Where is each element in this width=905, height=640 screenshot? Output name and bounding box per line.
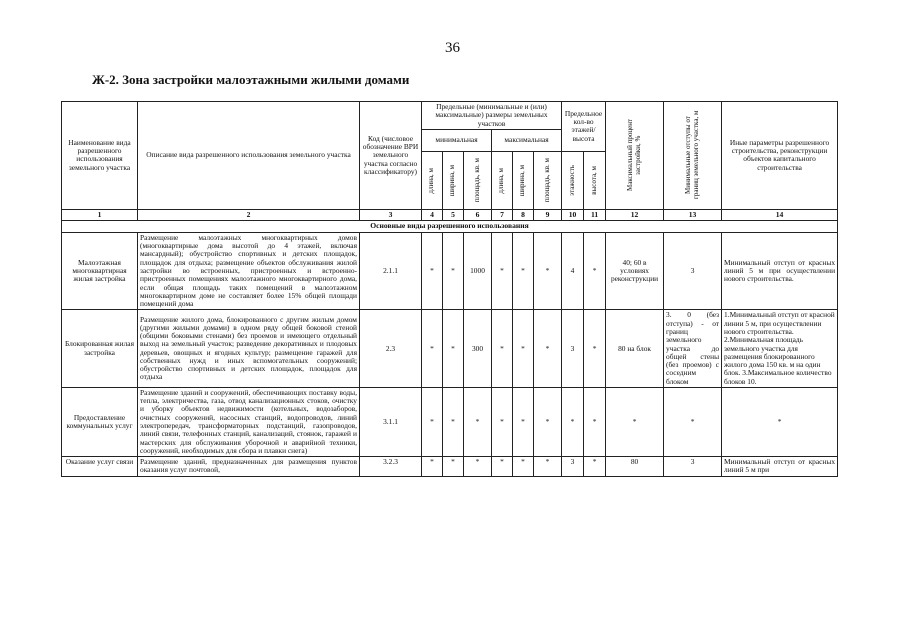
group-title: Основные виды разрешенного использования	[62, 221, 838, 233]
table-row	[62, 310, 838, 388]
header-min-setback: Минимальные отступы от границ земельного участка, м	[664, 102, 722, 210]
floors: 4	[562, 232, 584, 310]
header-plot-limits: Предельные (минимальные и (или) максимальные) размеры земельных участков	[422, 102, 562, 130]
header-description: Описание вида разрешенного использования земельного участка	[138, 102, 360, 210]
header-height: высота, м	[584, 151, 606, 209]
max-length: *	[492, 310, 513, 388]
use-code: 3.1.1	[360, 387, 422, 456]
page-number: 36	[445, 40, 460, 56]
column-number: 12	[606, 209, 664, 221]
column-number: 10	[562, 209, 584, 221]
height: *	[584, 232, 606, 310]
max-coverage: 80	[606, 457, 664, 477]
max-length: *	[492, 232, 513, 310]
max-coverage: *	[606, 387, 664, 456]
zone-regulations-table	[61, 101, 838, 477]
max-width: *	[513, 457, 534, 477]
column-number: 1	[62, 209, 138, 221]
max-length: *	[492, 457, 513, 477]
use-description: Размещение зданий, предназначенных для размещения пунктов оказания услуг почтовой,	[138, 457, 360, 477]
column-number: 8	[513, 209, 534, 221]
use-code: 3.2.3	[360, 457, 422, 477]
min-length: *	[422, 387, 443, 456]
height: *	[584, 387, 606, 456]
column-number: 7	[492, 209, 513, 221]
floors: 3	[562, 310, 584, 388]
column-number: 13	[664, 209, 722, 221]
min-length: *	[422, 457, 443, 477]
column-number: 11	[584, 209, 606, 221]
floors: *	[562, 387, 584, 456]
header-code: Код (числовое обозначение ВРИ земельного участка согласно классификатору)	[360, 102, 422, 210]
table-row	[62, 387, 838, 456]
max-length: *	[492, 387, 513, 456]
column-number: 5	[443, 209, 464, 221]
use-code: 2.3	[360, 310, 422, 388]
header-min-area: площадь, кв. м	[464, 151, 492, 209]
header-min-width: ширина, м	[443, 151, 464, 209]
max-area: *	[534, 387, 562, 456]
use-description: Размещение малоэтажных многоквартирных домов (многоквартирные дома высотой до 4 этажей, включая мансардный); обустройство спортивных и детских площадок, площадок для отдыха; размещение объектов обслуживания жилой застройки во встроенных, пристроенных и встроенно-пристроенных помещениях малоэтажного многоквартирного дома, если общая площадь таких помещений в малоэтажном многоквартирном доме не составляет более 15% общей площади помещений дома	[138, 232, 360, 310]
header-min-group: минимальная	[422, 129, 492, 151]
other-params: Минимальный отступ от красных линий 5 м при осуществлении нового строительства.	[722, 232, 838, 310]
min-width: *	[443, 457, 464, 477]
max-coverage: 80 на блок	[606, 310, 664, 388]
column-number: 3	[360, 209, 422, 221]
use-name: Блокированная жилая застройка	[62, 310, 138, 388]
header-name: Наименование вида разрешенного использования земельного участка	[62, 102, 138, 210]
max-width: *	[513, 387, 534, 456]
other-params: Минимальный отступ от красных линий 5 м при	[722, 457, 838, 477]
header-max-length: длина, м	[492, 151, 513, 209]
min-area: *	[464, 457, 492, 477]
height: *	[584, 310, 606, 388]
header-max-area: площадь, кв. м	[534, 151, 562, 209]
max-width: *	[513, 232, 534, 310]
header-min-length: длина, м	[422, 151, 443, 209]
use-name: Предоставление коммунальных услуг	[62, 387, 138, 456]
column-number-row	[62, 209, 838, 221]
min-area: 300	[464, 310, 492, 388]
max-area: *	[534, 310, 562, 388]
floors: 3	[562, 457, 584, 477]
column-number: 9	[534, 209, 562, 221]
header-max-group: максимальная	[492, 129, 562, 151]
min-setback: 3. 0 (без отступа) - от границ земельного участка до общей стены (без проемов) с соседним блоком	[664, 310, 722, 388]
use-description: Размещение зданий и сооружений, обеспечивающих поставку воды, тепла, электричества, газа, отвод канализационных стоков, очистку и уборку объектов недвижимости (котельных, водозаборов, очистных сооружений, насосных станций, водопроводов, линий электропередач, трансформаторных подстанций, газопроводов, линий связи, телефонных станций, канализаций, стоянок, гаражей и мастерских для обслуживания уборочной и аварийной техники, сооружений, необходимых для сбора и плавки снега)	[138, 387, 360, 456]
min-area: 1000	[464, 232, 492, 310]
max-coverage: 40; 60 в условиях реконструкции	[606, 232, 664, 310]
min-width: *	[443, 387, 464, 456]
header-max-width: ширина, м	[513, 151, 534, 209]
use-name: Оказание услуг связи	[62, 457, 138, 477]
min-width: *	[443, 232, 464, 310]
other-params: *	[722, 387, 838, 456]
header-floors-height: Предельное кол-во этажей/ высота	[562, 102, 606, 152]
column-number: 14	[722, 209, 838, 221]
other-params: 1.Минимальный отступ от красной линии 5 м, при осуществлении нового строительства. 2.Минимальная площадь земельного участка для размещения блокированного жилого дома 150 кв. м на один блок. 3.Максимальное количество блоков 10.	[722, 310, 838, 388]
use-name: Малоэтажная многоквартирная жилая застройка	[62, 232, 138, 310]
header-max-coverage: Максимальный процент застройки, %	[606, 102, 664, 210]
column-number: 2	[138, 209, 360, 221]
max-area: *	[534, 232, 562, 310]
max-width: *	[513, 310, 534, 388]
min-length: *	[422, 232, 443, 310]
use-code: 2.1.1	[360, 232, 422, 310]
table-row	[62, 232, 838, 310]
column-number: 4	[422, 209, 443, 221]
header-other-params: Иные параметры разрешенного строительства, реконструкции объектов капитального строительства	[722, 102, 838, 210]
height: *	[584, 457, 606, 477]
min-setback: *	[664, 387, 722, 456]
min-setback: 3	[664, 457, 722, 477]
min-length: *	[422, 310, 443, 388]
column-number: 6	[464, 209, 492, 221]
min-setback: 3	[664, 232, 722, 310]
section-title: Ж-2. Зона застройки малоэтажными жилыми домами	[92, 72, 410, 87]
group-row	[62, 221, 838, 233]
use-description: Размещение жилого дома, блокированного с другим жилым домом (другими жилыми домами) в одном ряду общей боковой стеной (общими боковыми стенами) без проемов и имеющего отдельный выход на земельный участок; разведение декоративных и плодовых деревьев, овощных и ягодных культур; размещение гаражей для собственных нужд и иных вспомогательных сооружений; обустройство спортивных и детских площадок, площадок для отдыха	[138, 310, 360, 388]
header-floors: этажность	[562, 151, 584, 209]
max-area: *	[534, 457, 562, 477]
table-row	[62, 457, 838, 477]
min-width: *	[443, 310, 464, 388]
min-area: *	[464, 387, 492, 456]
